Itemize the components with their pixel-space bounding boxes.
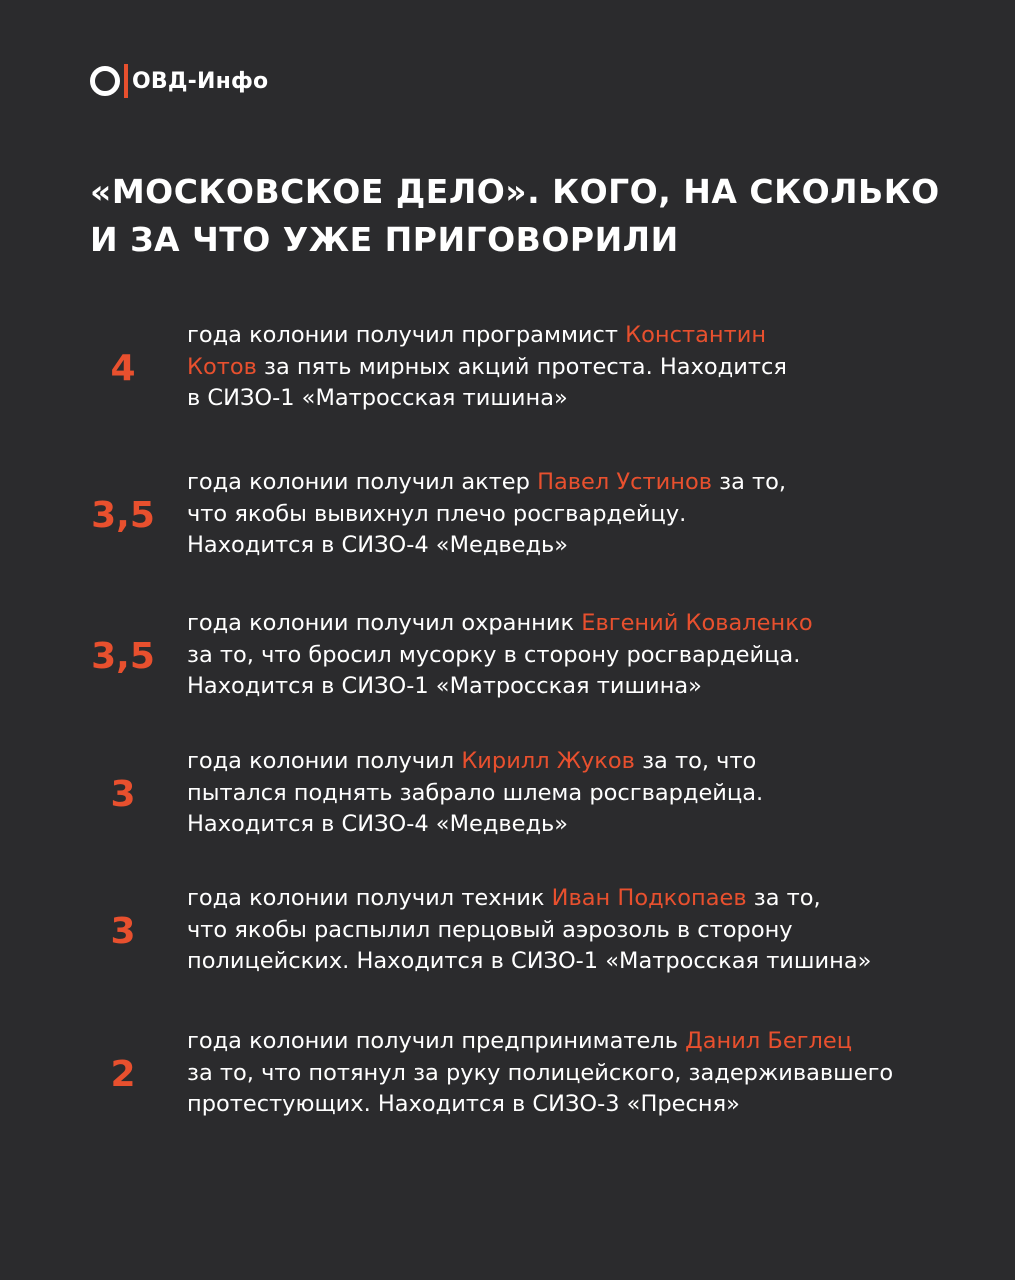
person-name: Данил Беглец (685, 1028, 853, 1054)
description-line-2: за то, что потянул за руку полицейского, задерживавшего (187, 1059, 894, 1086)
description-line-1 (187, 467, 907, 499)
text-fragment: за то, что (634, 748, 757, 774)
sentence-entry-ustinov (0, 467, 1015, 563)
description-line-1 (187, 746, 907, 778)
description-line-3: Находится в СИЗО-4 «Медведь» (187, 532, 569, 558)
sentence-years: 4 (110, 347, 136, 389)
sentence-description (187, 320, 907, 415)
sentence-years: 3 (110, 773, 136, 815)
text-fragment: года колонии получил охранник (187, 610, 582, 636)
person-name: Кирилл Жуков (461, 748, 635, 774)
page-title-line-2: И ЗА ЧТО УЖЕ ПРИГОВОРИЛИ (90, 220, 679, 259)
text-fragment: года колонии получил предприниматель (187, 1028, 686, 1054)
description-line-2 (187, 352, 907, 384)
description-line-1 (187, 883, 907, 915)
logo-text: ОВД-Инфо (132, 68, 269, 94)
page-title-line-1: «МОСКОВСКОЕ ДЕЛО». КОГО, НА СКОЛЬКО (90, 172, 940, 211)
sentence-entry-kotov (0, 320, 1015, 416)
text-fragment: года колонии получил актер (187, 469, 538, 495)
description-line-3: в СИЗО-1 «Матросская тишина» (187, 385, 568, 411)
description-line-2: что якобы распылил перцовый аэрозоль в сторону (187, 916, 793, 943)
person-name: Константин (625, 322, 767, 348)
person-name: Евгений Коваленко (581, 610, 813, 636)
sentence-years: 3,5 (91, 635, 155, 677)
text-fragment: года колонии получил программист (187, 322, 626, 348)
text-fragment: года колонии получил (187, 748, 462, 774)
description-line-3: протестующих. Находится в СИЗО-3 «Пресня» (187, 1091, 740, 1117)
sentence-entry-beglets (0, 1026, 1015, 1122)
sentence-description (187, 883, 907, 978)
description-line-2: пытался поднять забрало шлема росгвардейца. (187, 779, 764, 806)
page-title (90, 168, 950, 264)
description-line-1 (187, 320, 907, 352)
description-line-3: полицейских. Находится в СИЗО-1 «Матросская тишина» (187, 948, 872, 974)
logo-bar-icon (124, 64, 128, 98)
sentence-description (187, 1026, 907, 1121)
person-name: Котов (187, 353, 257, 380)
text-fragment: за пять мирных акций протеста. Находится (256, 353, 787, 380)
person-name: Павел Устинов (537, 469, 712, 495)
description-line-2: что якобы вывихнул плечо росгвардейцу. (187, 500, 687, 527)
text-fragment: года колонии получил техник (187, 885, 552, 911)
sentence-entry-kovalenko (0, 608, 1015, 704)
description-line-2: за то, что бросил мусорку в сторону росгвардейца. (187, 641, 801, 668)
sentence-entry-zhukov (0, 746, 1015, 842)
description-line-1 (187, 1026, 907, 1058)
text-fragment: за то, (746, 885, 821, 911)
person-name: Иван Подкопаев (551, 885, 747, 911)
sentence-description (187, 467, 907, 562)
sentence-years: 3 (110, 910, 136, 952)
sentence-description (187, 746, 907, 841)
description-line-3: Находится в СИЗО-4 «Медведь» (187, 811, 569, 837)
logo-ring-icon (90, 66, 120, 96)
description-line-1 (187, 608, 907, 640)
description-line-3: Находится в СИЗО-1 «Матросская тишина» (187, 673, 702, 699)
sentence-years: 3,5 (91, 494, 155, 536)
ovd-info-logo (90, 64, 268, 98)
sentence-entry-podkopaev (0, 883, 1015, 979)
text-fragment: за то, (712, 469, 787, 495)
sentence-description (187, 608, 907, 703)
sentence-years: 2 (110, 1053, 136, 1095)
